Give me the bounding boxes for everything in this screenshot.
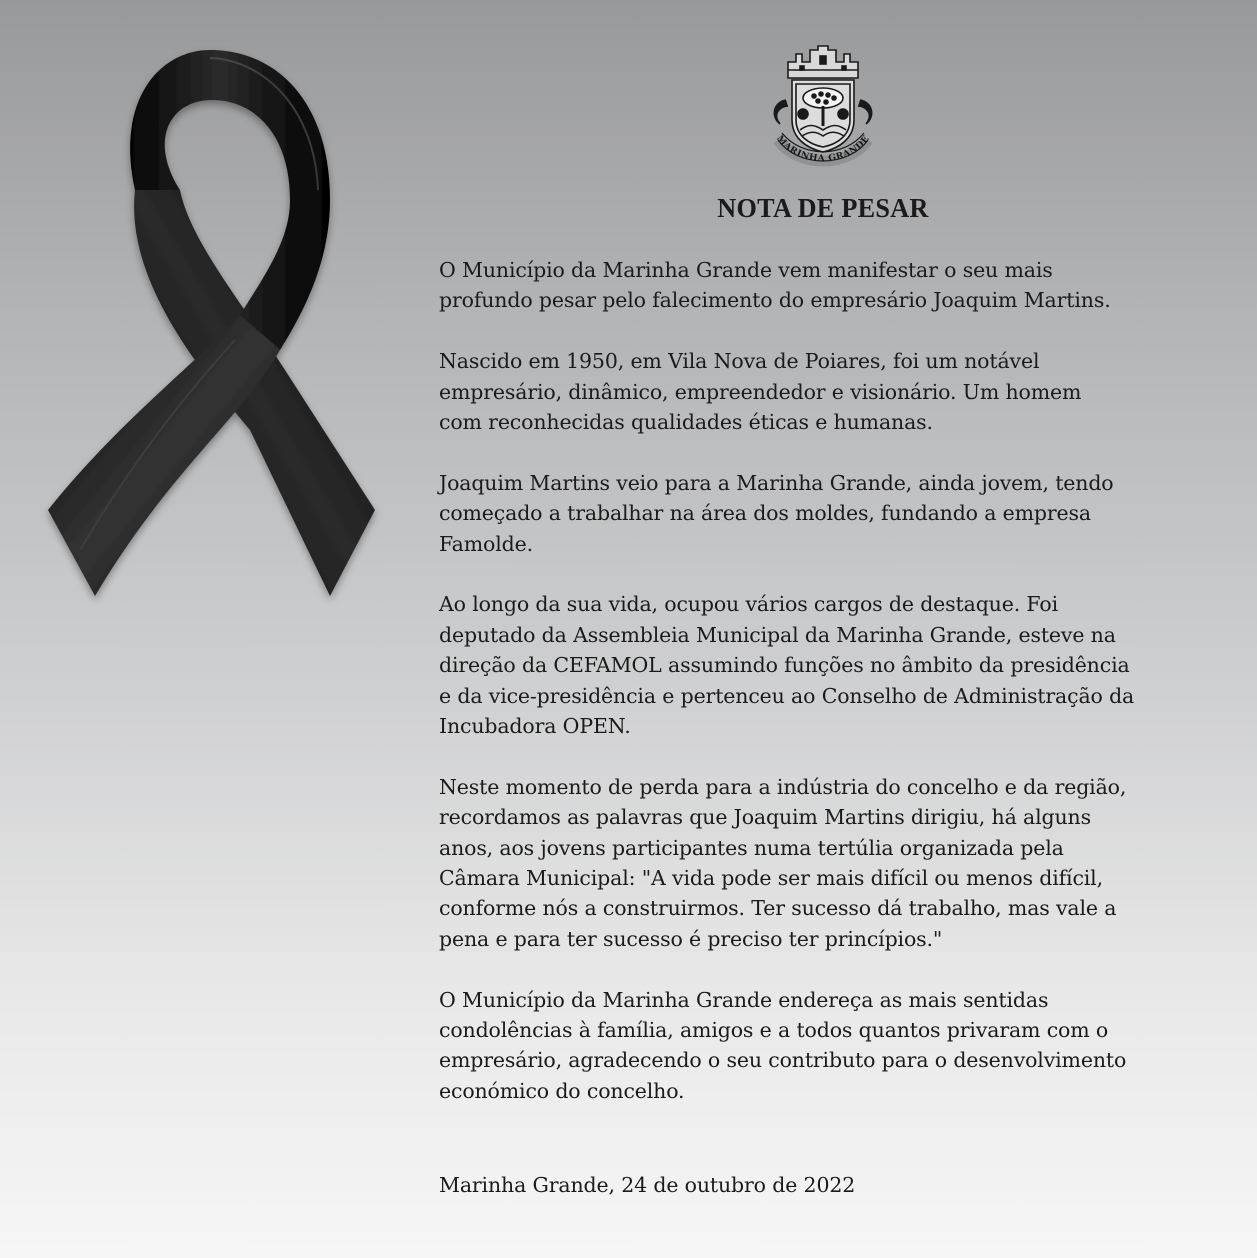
black-ribbon-icon: [40, 40, 390, 610]
paragraph-3: Joaquim Martins veio para a Marinha Grande, ainda jovem, tendo começado a trabalhar na área dos moldes, fundando a empresa Famolde.: [439, 470, 1114, 556]
crest-label: MARINHA GRANDE: [774, 133, 872, 165]
paragraph-2: Nascido em 1950, em Vila Nova de Poiares, foi um notável empresário, dinâmico, empreendedor e visionário. Um homem com reconhecidas qualidades éticas e humanas.: [439, 349, 1082, 435]
paragraph-5: Neste momento de perda para a indústria do concelho e da região, recordamos as palavras que Joaquim Martins dirigiu, há alguns anos, aos jovens participantes numa tertúlia organizada pela Câmara Municipal: "A vida pode ser mais difícil ou menos difícil, conforme nós a construirmos. Ter sucesso dá trabalho, mas vale a pena e para ter sucesso é preciso ter princípios.": [439, 774, 1127, 951]
paragraph-6: O Município da Marinha Grande endereça as mais sentidas condolências à família, amigos e a todos quantos privaram com o empresário, agradecendo o seu contributo para o desenvolvimento económico do concelho.: [439, 987, 1127, 1103]
place-date-line: Marinha Grande, 24 de outubro de 2022: [439, 1173, 856, 1197]
announcement-body: [439, 255, 1239, 1137]
paragraph-1: O Município da Marinha Grande vem manifestar o seu mais profundo pesar pelo falecimento do empresário Joaquim Martins.: [439, 258, 1111, 313]
paragraph-4: Ao longo da sua vida, ocupou vários cargos de destaque. Foi deputado da Assembleia Municipal da Marinha Grande, esteve na direção da CEFAMOL assumindo funções no âmbito da presidência e da vice-presidência e pertenceu ao Conselho de Administração da Incubadora OPEN.: [439, 592, 1135, 739]
municipal-crest-icon: [758, 40, 888, 170]
page-title: NOTA DE PESAR: [717, 193, 929, 223]
